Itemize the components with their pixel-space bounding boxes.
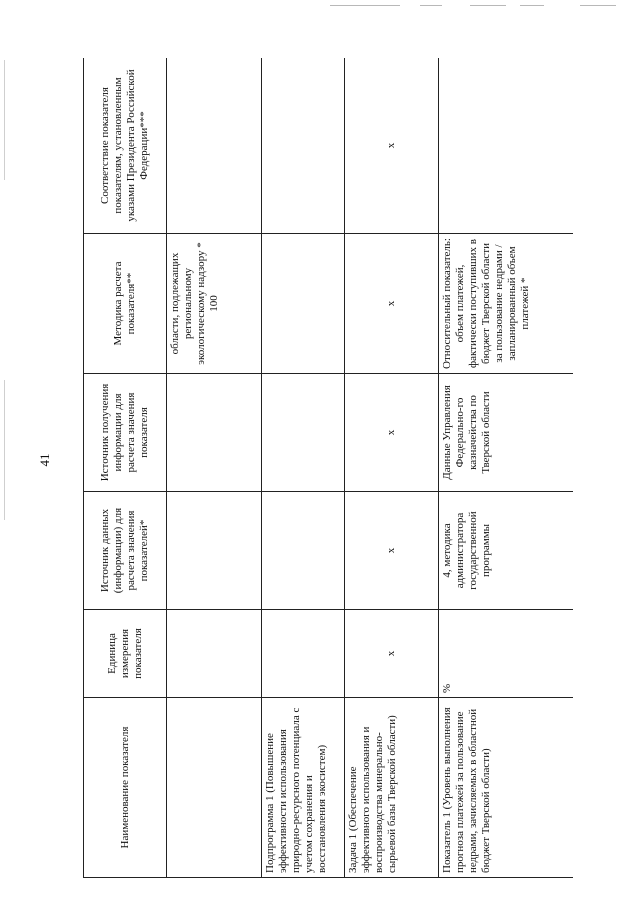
table-row bbox=[345, 58, 439, 878]
table-cell bbox=[262, 58, 345, 234]
table-cell: Данные Управления Федерально-го казначейства по Тверской области bbox=[439, 374, 574, 492]
scan-edge-line bbox=[520, 5, 544, 6]
table-row bbox=[439, 58, 574, 878]
column-header: Методика расчета показателя** bbox=[84, 234, 167, 374]
scan-edge-line bbox=[420, 5, 442, 6]
column-header: Наименование показателя bbox=[84, 698, 167, 878]
table-cell: % bbox=[439, 610, 574, 698]
table-cell: х bbox=[345, 492, 439, 610]
column-header: Источник получения информации для расчета значения показателя bbox=[84, 374, 167, 492]
table-cell bbox=[439, 58, 574, 234]
table-header-row bbox=[84, 58, 167, 878]
table-cell bbox=[262, 610, 345, 698]
page-number: 41 bbox=[37, 453, 52, 467]
subprogram-name-cell: Подпрограмма 1 (Повышение эффективности использования природно-ресурсного потенциала с учетом сохранения и восстановления экосистем) bbox=[262, 698, 345, 878]
table-cell: х bbox=[345, 58, 439, 234]
table-cell bbox=[262, 374, 345, 492]
indicator-name-cell: Показатель 1 (Уровень выполнения прогноза платежей за пользование недрами, зачисляемых в областной бюджет Тверской области) bbox=[439, 698, 574, 878]
table-row bbox=[167, 58, 262, 878]
indicators-table bbox=[83, 58, 573, 878]
table-cell bbox=[167, 492, 262, 610]
column-header: Единица измерения показателя bbox=[84, 610, 167, 698]
table-cell bbox=[167, 58, 262, 234]
table-cell bbox=[262, 492, 345, 610]
table-row bbox=[262, 58, 345, 878]
table-cell: области, подлежащих региональному экологическому надзору * 100 bbox=[167, 234, 262, 374]
column-header: Источник данных (информации) для расчета значения показателей* bbox=[84, 492, 167, 610]
table-cell: Относительный показатель: объем платежей, фактически поступивших в бюджет Тверской области за пользование недрами / запланированный объем платежей * bbox=[439, 234, 574, 374]
scan-edge-line bbox=[4, 380, 5, 520]
table-cell: х bbox=[345, 234, 439, 374]
scan-edge-line bbox=[580, 5, 616, 6]
table-cell bbox=[167, 374, 262, 492]
table-cell: х bbox=[345, 610, 439, 698]
table-cell: х bbox=[345, 374, 439, 492]
task-name-cell: Задача 1 (Обеспечение эффективного использования и воспроизводства минерально-сырьевой базы Тверской области) bbox=[345, 698, 439, 878]
column-header: Соответствие показателя показателям, установленным указами Президента Российской Федерации*** bbox=[84, 58, 167, 234]
table-cell bbox=[167, 698, 262, 878]
document-table-frame bbox=[83, 58, 573, 878]
scan-edge-line bbox=[4, 60, 5, 180]
table-cell bbox=[167, 610, 262, 698]
table-cell: 4, методика администратора государственной программы bbox=[439, 492, 574, 610]
scan-edge-line bbox=[470, 5, 506, 6]
scan-edge-line bbox=[330, 5, 400, 6]
table-cell bbox=[262, 234, 345, 374]
